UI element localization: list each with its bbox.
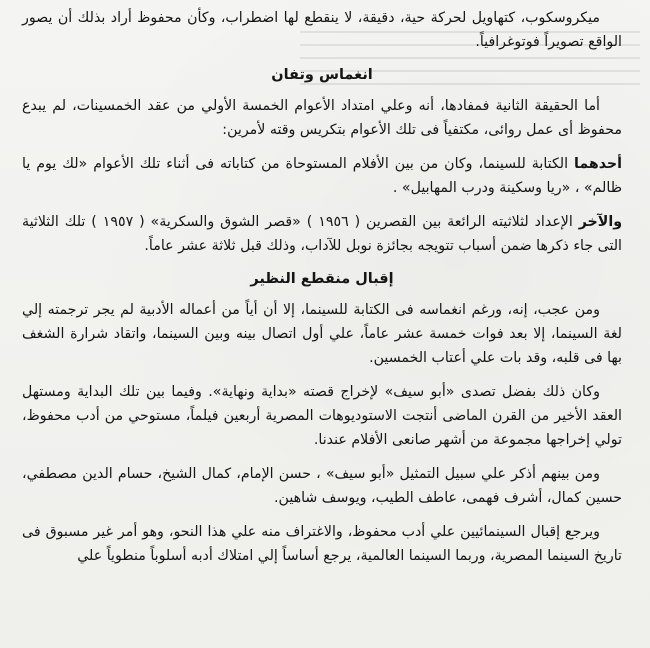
paragraph-first-matter-text: الكتابة للسينما، وكان من بين الأفلام المستوحاة من كتاباته فى أثناء تلك الأعوام «لك يوم يا ظالم» ، «ريا وسكينة ودرب المهابيل» . xyxy=(22,156,622,196)
paragraph-abu-seif: وكان ذلك بفضل تصدى «أبو سيف» لإخراج قصته «بداية ونهاية». وفيما بين تلك البداية ومستهل العقد الأخير من القرن الماضى أنتجت الاستوديوهات المصرية أربعين فيلماً، مستوحي من أدب محفوظ، تولي إخراجها مجموعة من أشهر صانعى الأفلام عندنا. xyxy=(22,384,622,448)
paragraph-directors: ومن بينهم أذكر علي سبيل التمثيل «أبو سيف» ، حسن الإمام، كمال الشيخ، حسام الدين مصطفي، حسين كمال، أشرف فهمى، عاطف الطيب، ويوسف شاهين. xyxy=(22,466,622,506)
lead-word-second: والآخر xyxy=(578,214,623,230)
paragraph-second-matter-text: الإعداد لثلاثيته الرائعة بين القصرين ( ١٩٥٦ ) «قصر الشوق والسكرية» ( ١٩٥٧ ) تلك الثلاثية التى جاء ذكرها ضمن أسباب تتويجه بجائزة نوبل للآداب، وذلك قبل ثلاثة عشر عاماً. xyxy=(22,214,622,254)
section-heading-demand: إقبال منقطع النظير xyxy=(250,271,394,287)
lead-word-first: أحدهما xyxy=(574,156,622,172)
paragraph-second-matter xyxy=(22,210,622,258)
paragraph-wonder: ومن عجب، إنه، ورغم انغماسه فى الكتابة للسينما، إلا أن أياً من أعماله الأدبية لم يجر ترجمته إلي لغة السينما، إلا بعد فوات خمسة عشر عاماً، علي أول اتصال بينه وبين السينما، واتقاد شرارة الشغف بها فى قلبه، وقد بات علي أعتاب الخمسين. xyxy=(22,302,622,366)
article-body xyxy=(22,6,622,578)
section-heading-immersion: انغماس وتفان xyxy=(271,67,373,83)
paragraph-intro: ميكروسكوب، كتهاويل لحركة حية، دقيقة، لا ينقطع لها اضطراب، وكأن محفوظ أراد بذلك أن يصور الواقع تصويراً فوتوغرافياً. xyxy=(22,10,622,50)
paragraph-filmmakers-demand: ويرجع إقبال السينمائيين علي أدب محفوظ، والاغتراف منه علي هذا النحو، وهو أمر غير مسبوق فى تاريخ السينما المصرية، وربما السينما العالمية، يرجع أساساً إلي امتلاك أدبه أسلوباً منطوياً علي xyxy=(22,524,622,564)
paragraph-first-matter xyxy=(22,152,622,200)
paragraph-second-fact: أما الحقيقة الثانية فمفادها، أنه وعلي امتداد الأعوام الخمسة الأولي من عقد الخمسينات، لم يبدع محفوظ أى عمل روائى، مكتفياً فى تلك الأعوام بتكريس وقته لأمرين: xyxy=(22,98,622,138)
